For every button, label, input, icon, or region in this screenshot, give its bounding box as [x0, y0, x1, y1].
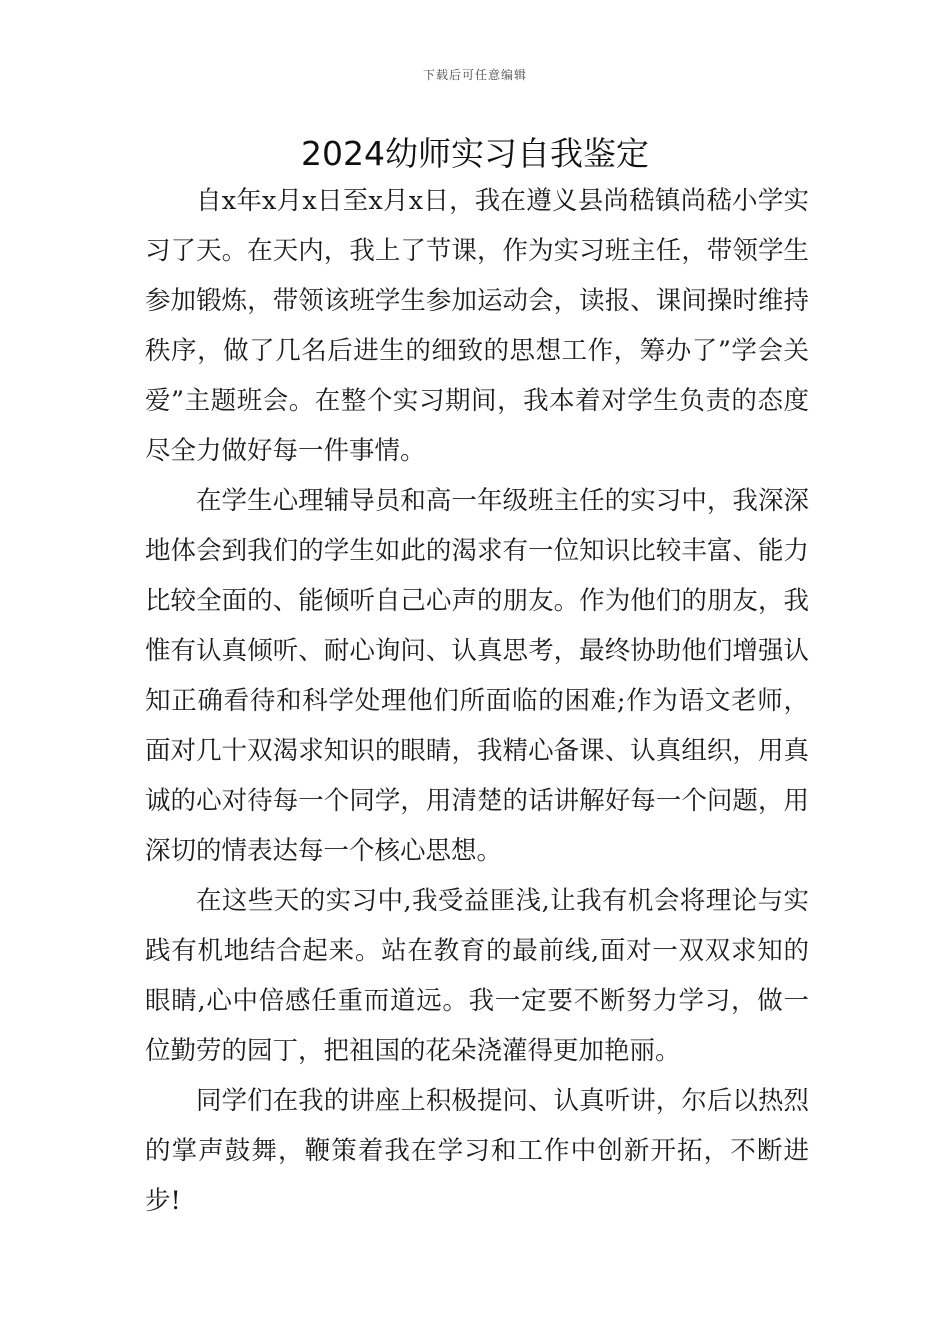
paragraph-1: 自x年x月x日至x月x日，我在遵义县尚嵇镇尚嵇小学实习了天。在天内，我上了节课，作为实习班主任，带领学生参加锻炼，带领该班学生参加运动会，读报、课间操时维持秩序，做了几名后进生的细致的思想工作，筹办了”学会关爱”主题班会。在整个实习期间，我本着对学生负责的态度尽全力做好每一件事情。 — [145, 186, 809, 466]
paragraph-2: 在学生心理辅导员和高一年级班主任的实习中，我深深地体会到我们的学生如此的渴求有一位知识比较丰富、能力比较全面的、能倾听自己心声的朋友。作为他们的朋友，我惟有认真倾听、耐心询问、认真思考，最终协助他们增强认知正确看待和科学处理他们所面临的困难;作为语文老师，面对几十双渴求知识的眼睛，我精心备课、认真组织，用真诚的心对待每一个同学，用清楚的话讲解好每一个问题，用深切的情表达每一个核心思想。 — [145, 486, 809, 866]
header-note: 下载后可任意编辑 — [422, 68, 527, 82]
document-body — [145, 176, 809, 1226]
document-title: 2024幼师实习自我鉴定 — [301, 134, 649, 173]
paragraph-4: 同学们在我的讲座上积极提问、认真听讲，尔后以热烈的掌声鼓舞，鞭策着我在学习和工作中创新开拓，不断进步! — [145, 1086, 809, 1216]
paragraph-3: 在这些天的实习中,我受益匪浅,让我有机会将理论与实践有机地结合起来。站在教育的最前线,面对一双双求知的眼睛,心中倍感任重而道远。我一定要不断努力学习，做一位勤劳的园丁，把祖国的花朵浇灌得更加艳丽。 — [145, 886, 809, 1066]
